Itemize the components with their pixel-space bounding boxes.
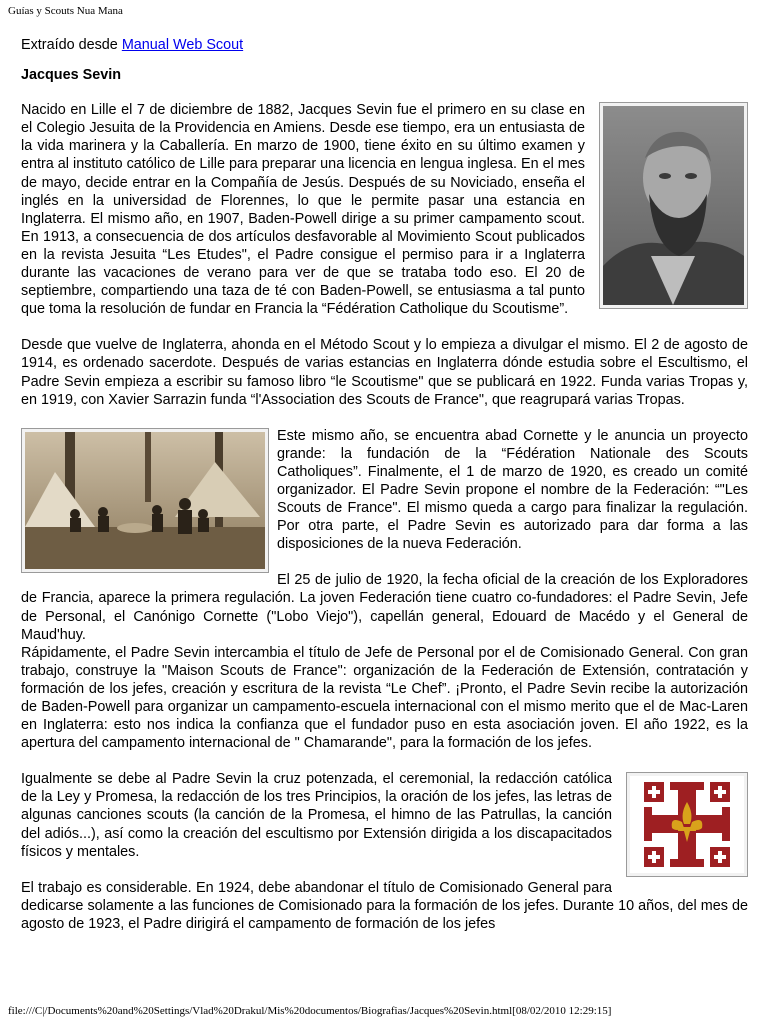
- cross-emblem: [626, 772, 748, 877]
- page-header: Guías y Scouts Nua Mana: [8, 5, 123, 17]
- paragraph-6: Igualmente se debe al Padre Sevin la cruz potenzada, el ceremonial, la redacción católica de la Ley y Promesa, la redacción de los tres Principios, la oración de los jefes, las letras de algunas canciones scouts (la canción de la Promesa, el himno de las Patrullas, la canción del adiós...), así como la creación del escultismo por Extensión dirigida a los discapacitados físicos y mentales.: [21, 771, 612, 860]
- camp-photo: [21, 428, 269, 573]
- article-title: Jacques Sevin: [21, 67, 121, 84]
- camp-image: [25, 432, 265, 569]
- potent-cross-icon: [630, 776, 744, 873]
- portrait-photo: [599, 102, 748, 309]
- source-link[interactable]: Manual Web Scout: [121, 37, 244, 53]
- paragraph-7: El trabajo es considerable. En 1924, debe abandonar el título de Comisionado General para dedicarse solamente a las funciones de Comisionado para la formación de los jefes. Durante 10 años, del mes de agosto de 1923, el Padre dirigirá el campamento de formación de los jefes: [21, 879, 748, 932]
- paragraph-4: El 25 de julio de 1920, la fecha oficial de la creación de los Exploradores de Francia, aparece la primera regulación. La joven Federación tiene cuatro co-fundadores: el Padre Sevin, Jefe de Personal, el Canónigo Cornette ("Lobo Viejo"), capellán general, Edouard de Macédo y el General de Maud'huy.: [21, 572, 748, 643]
- paragraph-2: Desde que vuelve de Inglaterra, ahonda en el Método Scout y lo empieza a divulgar el mismo. El 2 de agosto de 1914, es ordenado sacerdote. Después de varias estancias en Inglaterra dónde estudia sobre el Escultismo, el Padre Sevin empieza a escribir su famoso libro “le Scoutisme" que se publicará en 1922. Funda varias Tropas y, en 1919, con Xavier Sarrazin funda “l'Association des Scouts de France", que reagrupará varias Tropas.: [21, 337, 748, 408]
- paragraph-5: Rápidamente, el Padre Sevin intercambia el título de Jefe de Personal por el de Comisionado General. Con gran trabajo, construye la "Maison Scouts de France": organización de la Federación de Extensión, contratación y formación de los jefes, creación y escritura de la revista “Le Chef”. ¡Pronto, el Padre Sevin recibe la autorización de Baden-Powell para organizar un campamento-escuela internacional con el mismo merito que el de Mac-Laren en Inglaterra: esto nos indica la confianza que el fundador puso en esta asociación joven. El año 1922, es la apertura del campamento internacional de " Chamarande", para la formación de los jefes.: [21, 644, 748, 752]
- portrait-image: [603, 106, 744, 305]
- article: [21, 36, 748, 933]
- paragraph-3: Este mismo año, se encuentra abad Cornette y le anuncia un proyecto grande: la fundación de la “Fédération Nationale des Scouts Catholiques”. Finalmente, el 1 de marzo de 1920, es creado un comité organizador. El Padre Sevin propone el nombre de la Federación: “"Les Scouts de France". El mismo queda a cargo para finalizar la regulación. Por otra parte, el Padre Sevin es autorizado para dar forma a las disposiciones de la nueva Federación.: [277, 427, 748, 553]
- source-prefix: Extraído desde: [21, 37, 122, 53]
- paragraph-1: Nacido en Lille el 7 de diciembre de 1882, Jacques Sevin fue el primero en su clase en el Colegio Jesuita de la Providencia en Amiens. Desde ese tiempo, era un entusiasta de la vida marinera y la Caballería. En marzo de 1900, tiene éxito en su último examen y entra al instituto católico de Lille para preparar una licencia en lengua inglesa. En el mes de mayo, decide entrar en la Compañía de Jesús. Después de su Noviciado, enseña el inglés en la universidad de Florennes, lo que le permite pasar una estancia en Inglaterra. El mismo año, en 1907, Baden-Powell dirige a su primer campamento scout. En 1913, a consecuencia de dos artículos desfavorable al Movimiento Scout publicados en la revista Jesuita “Les Etudes", el Padre consigue el permiso para ir a Inglaterra durante las vacaciones de verano para ver de que se trataba todo eso. El 20 de septiembre, compartiendo una taza de té con Baden-Powell, se entusiasma a tal punto que toma la resolución de fundar en Francia la “Fédération Catholique du Scoutisme”.: [21, 102, 585, 318]
- source-line: [21, 36, 748, 54]
- page-footer-path: file:///C|/Documents%20and%20Settings/Vlad%20Drakul/Mis%20documentos/Biografias/Jacques%20Sevin.html[08/02/2010 12:29:15]: [8, 1005, 612, 1017]
